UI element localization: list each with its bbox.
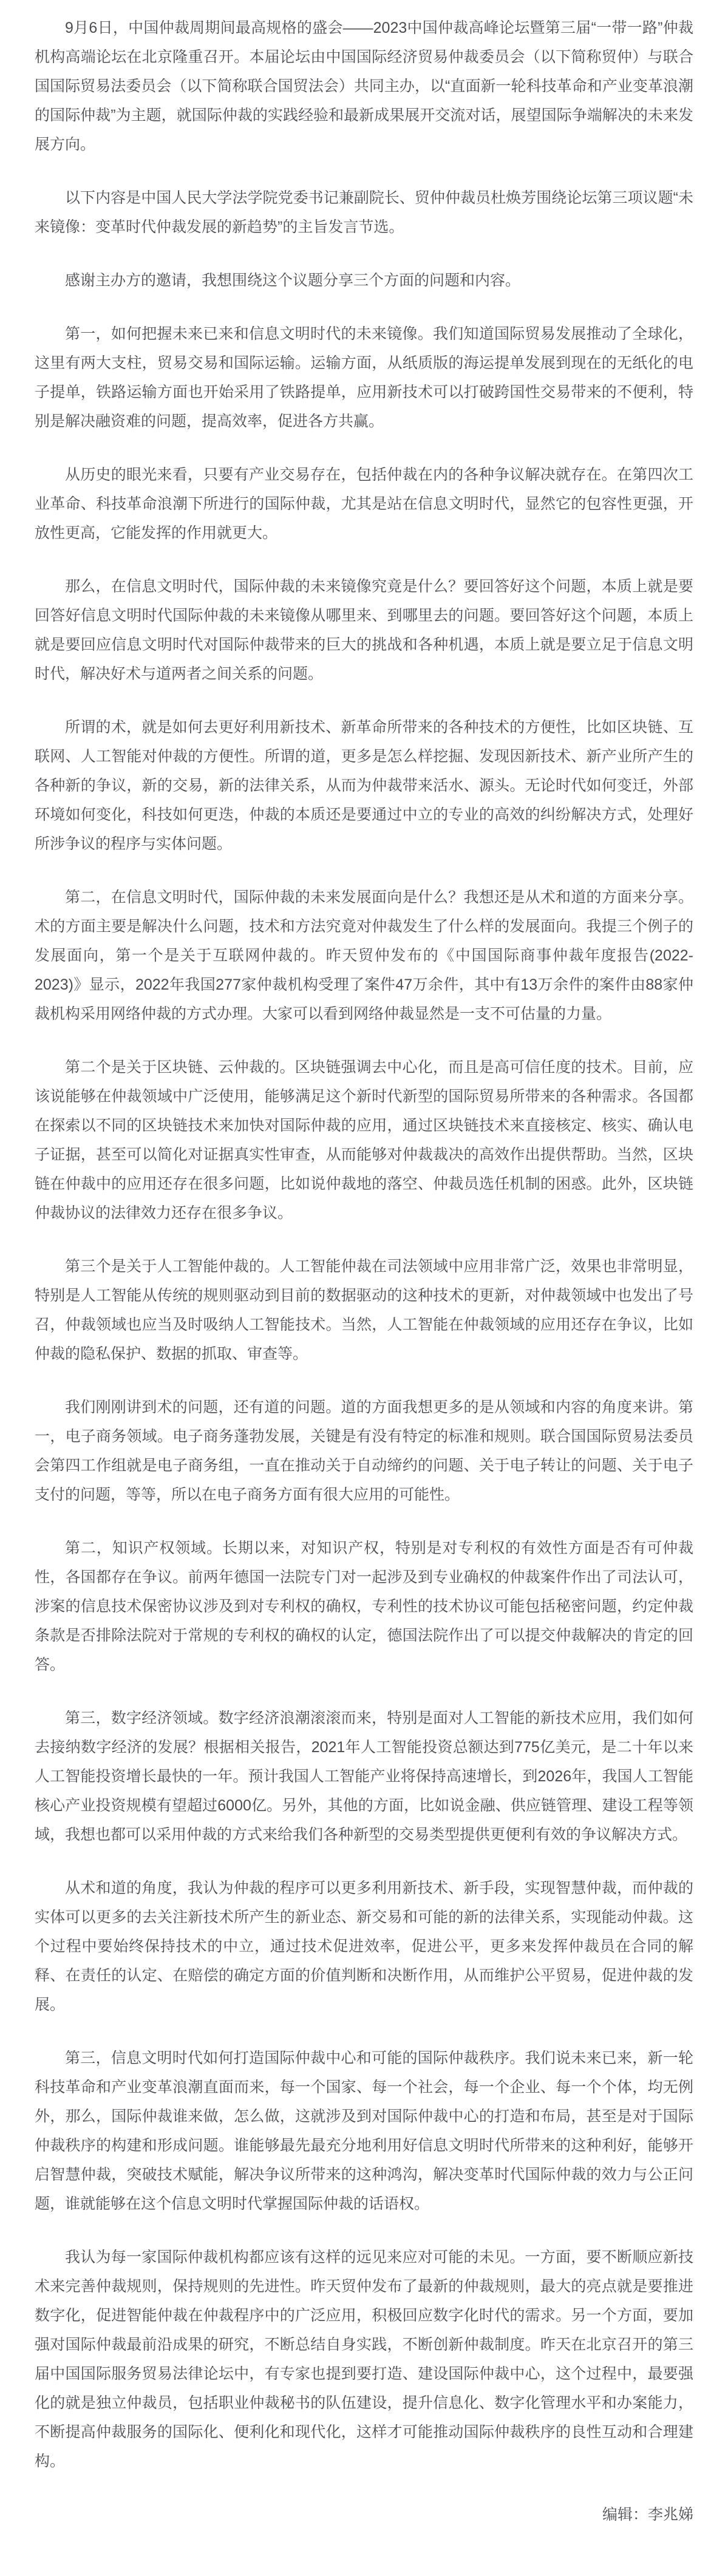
paragraph-thanks: 感谢主办方的邀请，我想围绕这个议题分享三个方面的问题和内容。 xyxy=(65,272,521,289)
paragraph-intro-event: 9月6日，中国仲裁周期间最高规格的盛会——2023中国仲裁高峰论坛暨第三届“一带一路”仲裁机构高端论坛在北京隆重召开。本届论坛由中国国际经济贸易仲裁委员会（以下简称贸仲）与联合国国际贸易法委员会（以下简称联合国贸法会）共同主办，以“直面新一轮科技革命和产业变革浪潮的国际仲裁”为主题，就国际仲裁的实践经验和最新成果展开交流对话，展望国际争端解决的未来发展方向。 xyxy=(35,19,693,153)
paragraph-blockchain-cloud: 第二个是关于区块链、云仲裁的。区块链强调去中心化，而且是高可信任度的技术。目前，应该说能够在仲裁领域中广泛使用，能够满足这个新时代新型的国际贸易所带来的各种需求。各国都在探索以不同的区块链技术来加快对国际仲裁的应用，通过区块链技术来直接核定、核实、确认电子证据，甚至可以简化对证据真实性审查，从而能够对仲裁裁决的高效作出提供帮助。当然，区块链在仲裁中的应用还存在很多问题，比如说仲裁地的落空、仲裁员选任机制的困惑。此外，区块链仲裁协议的法律效力还存在很多争议。 xyxy=(35,1059,693,1222)
paragraph-future-mirror: 那么，在信息文明时代，国际仲裁的未来镜像究竟是什么？要回答好这个问题，本质上就是要回答好信息文明时代国际仲裁的未来镜像从哪里来、到哪里去的问题。要回答好这个问题，本质上就是要回应信息文明时代对国际仲裁带来的巨大的挑战和各种机遇，本质上就是要立足于信息文明时代，解决好术与道两者之间关系的问题。 xyxy=(35,578,693,682)
paragraph-shu-dao: 所谓的术，就是如何去更好利用新技术、新革命所带来的各种技术的方便性，比如区块链、互联网、人工智能对仲裁的方便性。所谓的道，更多是怎么样挖掘、发现因新技术、新产业所产生的各种新的争议，新的交易，新的法律关系，从而为仲裁带来活水、源头。无论时代如何变迁，外部环境如何变化，科技如何更迭，仲裁的本质还是要通过中立的专业的高效的纠纷解决方式，处理好所涉争议的程序与实体问题。 xyxy=(35,719,693,852)
paragraph-digital-economy: 第三，数字经济领域。数字经济浪潮滚滚而来，特别是面对人工智能的新技术应用，我们如何去接纳数字经济的发展？根据相关报告，2021年人工智能投资总额达到775亿美元，是二十年以来人工智能投资增长最快的一年。预计我国人工智能产业将保持高速增长，到2026年，我国人工智能核心产业投资规模有望超过6000亿。另外，其他的方面，比如说金融、供应链管理、建设工程等领域，我想也都可以采用仲裁的方式来给我们各种新型的交易类型提供更便利有效的争议解决方式。 xyxy=(35,1710,693,1843)
paragraph-point1-trade: 第一，如何把握未来已来和信息文明时代的未来镜像。我们知道国际贸易发展推动了全球化，这里有两大支柱，贸易交易和国际运输。运输方面，从纸质版的海运提单发展到现在的无纸化的电子提单，铁路运输方面也开始采用了铁路提单，应用新技术可以打破跨国性交易带来的不便利，特别是解决融资难的问题，提高效率，促进各方共赢。 xyxy=(35,325,693,430)
paragraph-ai-arbitration: 第三个是关于人工智能仲裁的。人工智能仲裁在司法领域中应用非常广泛，效果也非常明显，特别是人工智能从传统的规则驱动到目前的数据驱动的这种技术的更新，对仲裁领域中也发出了号召，仲裁领域也应当及时吸纳人工智能技术。当然，人工智能在仲裁领域的应用还存在争议，比如仲裁的隐私保护、数据的抓取、审查等。 xyxy=(35,1258,693,1362)
paragraph-conclusion: 我认为每一家国际仲裁机构都应该有这样的远见来应对可能的未见。一方面，要不断顺应新技术来完善仲裁规则，保持规则的先进性。昨天贸仲发布了最新的仲裁规则，最大的亮点就是要推进数字化，促进智能仲裁在仲裁程序中的广泛应用，积极回应数字化时代的需求。另一个方面，要加强对国际仲裁最前沿成果的研究，不断总结自身实践，不断创新仲裁制度。昨天在北京召开的第三届中国国际服务贸易法律论坛中，有专家也提到要打造、建设国际仲裁中心，这个过程中，最要强化的就是独立仲裁员，包括职业仲裁秘书的队伍建设，提升信息化、数字化管理水平和办案能力，不断提高仲裁服务的国际化、便利化和现代化，这样才可能推动国际仲裁秩序的良性互动和合理建构。 xyxy=(35,2249,693,2470)
editor-credit: 编辑：李兆娣 xyxy=(602,2506,693,2523)
paragraph-speaker-intro: 以下内容是中国人民大学法学院党委书记兼副院长、贸仲仲裁员杜焕芳围绕论坛第三项议题“未来镜像：变革时代仲裁发展的新趋势”的主旨发言节选。 xyxy=(35,189,693,236)
paragraph-history-view: 从历史的眼光来看，只要有产业交易存在，包括仲裁在内的各种争议解决就存在。在第四次工业革命、科技革命浪潮下所进行的国际仲裁，尤其是站在信息文明时代，显然它的包容性更强，开放性更高，它能发挥的作用就更大。 xyxy=(35,466,693,542)
paragraph-ecommerce-field: 我们刚刚讲到术的问题，还有道的问题。道的方面我想更多的是从领域和内容的角度来讲。第一，电子商务领域。电子商务蓬勃发展，关键是有没有特定的标准和规则。联合国国际贸易法委员会第四工作组就是电子商务组，一直在推动关于自动缔约的问题、关于电子转让的问题、关于电子支付的问题，等等，所以在电子商务方面有很大应用的可能性。 xyxy=(35,1399,693,1503)
paragraph-point3-arbitration-center: 第三，信息文明时代如何打造国际仲裁中心和可能的国际仲裁秩序。我们说未来已来，新一轮科技革命和产业变革浪潮直面而来，每一个国家、每一个社会，每一个企业、每一个个体，均无例外，那么，国际仲裁谁来做，怎么做，这就涉及到对国际仲裁中心的打造和布局，甚至是对于国际仲裁秩序的构建和形成问题。谁能够最先最充分地利用好信息文明时代所带来的这种利好，能够开启智慧仲裁，突破技术赋能，解决争议所带来的这种鸿沟，解决变革时代国际仲裁的效力与公正问题，谁就能够在这个信息文明时代掌握国际仲裁的话语权。 xyxy=(35,2050,693,2212)
paragraph-smart-arbitration: 从术和道的角度，我认为仲裁的程序可以更多利用新技术、新手段，实现智慧仲裁，而仲裁的实体可以更多的去关注新技术所产生的新业态、新交易和可能的新的法律关系，实现能动仲裁。这个过程中要始终保持技术的中立，通过技术促进效率，促进公平，更多来发挥仲裁员在合同的解释、在责任的认定、在赔偿的确定方面的价值判断和决断作用，从而维护公平贸易，促进仲裁的发展。 xyxy=(35,1880,693,2013)
paragraph-point2-internet-arbitration: 第二，在信息文明时代，国际仲裁的未来发展面向是什么？我想还是从术和道的方面来分享。术的方面主要是解决什么问题，技术和方法究竟对仲裁发生了什么样的发展面向。我提三个例子的发展面向，第一个是关于互联网仲裁的。昨天贸仲发布的《中国国际商事仲裁年度报告(2022-2023)》显示，2022年我国277家仲裁机构受理了案件47万余件，其中有13万余件的案件由88家仲裁机构采用网络仲裁的方式办理。大家可以看到网络仲裁显然是一支不可估量的力量。 xyxy=(35,889,693,1022)
paragraph-ip-field: 第二，知识产权领域。长期以来，对知识产权，特别是对专利权的有效性方面是否有可仲裁性，各国都存在争议。前两年德国一法院专门对一起涉及到专业确权的仲裁案件作出了司法认可，涉案的信息技术保密协议涉及到对专利权的确权，专利性的技术协议可能包括秘密问题，约定仲裁条款是否排除法院对于常规的专利权的确权的认定，德国法院作出了可以提交仲裁解决的肯定的回答。 xyxy=(35,1540,693,1673)
